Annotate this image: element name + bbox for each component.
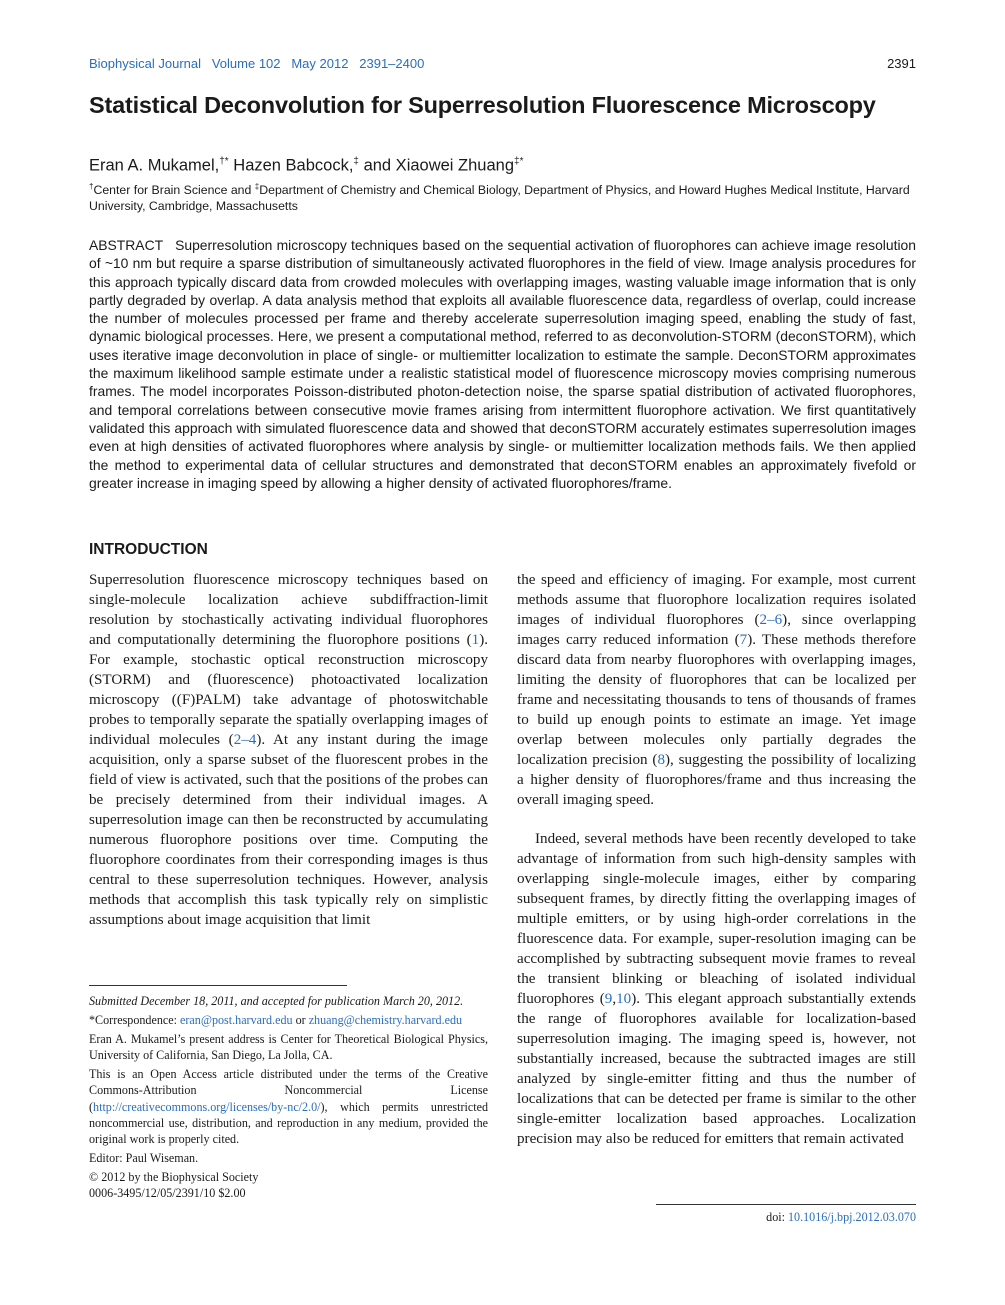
abstract-label: ABSTRACT [89,237,164,253]
reference-link[interactable]: 2–6 [759,612,783,629]
affiliation-text: Department of Chemistry and Chemical Biology, Department of Physics, and Howard Hughes Medical Institute, Harvard University, Cambridge, Massachusetts [89,183,910,214]
license-text: ), which permits unrestricted noncommercial use, distribution, and reproduction in any medium, provided the original work is properly cited. [89,1099,488,1146]
author-name: Hazen Babcock, [228,156,354,175]
doi-line [517,1210,916,1225]
body-text: ). At any instant during the image acquisition, only a sparse subset of the fluorescent probes in the field of view is activated, such that the positions of the probes can be precisely determined from their individual images. A superresolution image can then be reconstructed by accumulating numerous fluorophore positions over time. Computing the fluorophore coordinates from their corresponding images is thus central to these superresolution techniques. However, analysis methods that accomplish this task typically rely on simplistic assumptions about image acquisition that limit [89,732,488,929]
issn-note: 0006-3495/12/05/2391/10 $2.00 [89,1186,246,1201]
editor-note: Editor: Paul Wiseman. [89,1150,199,1165]
footnotes [89,993,488,1201]
author-name: Eran A. Mukamel, [89,156,220,175]
affiliation-text: Center for Brain Science and [93,183,255,198]
abstract-text: Superresolution microscopy techniques based on the sequential activation of fluorophores can achieve image resolution of ~10 nm but require a sparse distribution of simultaneously activated fluorophores in the field of view. Image analysis procedures for this approach typically discard data from crowded molecules with overlapping images, wasting valuable image information that is only partly degraded by overlap. A data analysis method that exploits all available fluorescence data, regardless of overlap, could increase the number of molecules processed per frame and thereby accelerate superresolution imaging speed, enabling the study of fast, dynamic biological processes. Here, we present a computational method, referred to as deconvolution-STORM (deconSTORM), which uses iterative image deconvolution in place of single- or multiemitter localization to estimate the sample. DeconSTORM approximates the maximum likelihood sample estimate under a realistic statistical model of fluorescence microscopy movies comprising numerous frames. The model incorporates Poisson-distributed photon-detection noise, the sparse spatial distribution of activated fluorophores, and temporal correlations between consecutive movie frames arising from intermittent fluorophore activation. We first quantitatively validated this approach with simulated fluorescence data and showed that deconSTORM accurately estimates superresolution images even at high densities of activated fluorophores where analysis by single- or multiemitter localization methods fails. We then applied the method to experimental data of cellular structures and demonstrated that deconSTORM enables an approximately fivefold or greater increase in imaging speed by allowing a higher density of activated fluorophores/frame. [89,237,916,491]
section-heading-introduction: INTRODUCTION [89,541,208,558]
present-address-note: Eran A. Mukamel’s present address is Center for Theoretical Biological Physics, University of California, San Diego, La Jolla, CA. [89,1032,488,1063]
doi-divider [656,1204,916,1205]
correspondence-note [89,1012,488,1028]
copyright-note: © 2012 by the Biophysical Society [89,1169,259,1184]
author-name: and Xiaowei Zhuang [358,156,515,175]
reference-separator: , [612,991,617,1008]
reference-link[interactable]: 2–4 [233,732,257,749]
reference-link[interactable]: 1 [471,632,480,649]
body-text: ), since overlapping images carry reduced information ( [517,612,916,649]
reference-link[interactable]: 7 [739,632,748,649]
reference-link[interactable]: 8 [657,752,665,769]
body-text: ). These methods therefore discard data from nearby fluorophores with overlapping images, limiting the density of fluorophores that can be localized per frame and necessitating thousands to tens of thousands of frames to build up enough points to estimate an image. Yet image overlap between molecules only partially degrades the localization precision ( [517,632,916,769]
affiliation-marker: ‡ [353,156,359,167]
body-text: the speed and efficiency of imaging. For example, most current methods assume that fluorophore localization requires isolated images of individual fluorophores ( [517,572,916,629]
affiliations [89,179,919,214]
body-text: ). For example, stochastic optical reconstruction microscopy (STORM) and (fluorescence) photoactivated localization microscopy ((F)PALM) take advantage of photoswitchable probes to temporally separate the spatially overlapping images of individual molecules ( [89,632,488,749]
reference-link[interactable]: 10 [616,991,632,1008]
body-text: ), suggesting the possibility of localizing a higher density of fluorophores/frame and thus increasing the overall imaging speed. [517,752,916,809]
intro-paragraph-1 [89,570,488,930]
affiliation-marker: ‡ [254,182,260,191]
page-number: 2391 [887,56,916,71]
license-text: This is an Open Access article distributed under the terms of the Creative Commons-Attribution Noncommercial License ( [89,1067,488,1114]
affiliation-marker: † [89,182,94,191]
affiliation-marker: ‡* [514,156,524,167]
affiliation-marker: †* [219,156,229,167]
conjunction: or [292,1013,309,1028]
body-text: ). This elegant approach substantially extends the range of fluorophores available for localization-based superresolution imaging. The imaging speed is, however, not substantially increased, because the subtracted images are still analyzed by single-emitter fitting and thus the number of localizations that can be detected per frame is similar to the other single-emitter localization based approaches. Localization precision may also be reduced for emitters that remain activated [517,991,916,1148]
doi-label: doi: [766,1210,788,1224]
reference-link[interactable]: 9 [604,991,613,1008]
body-text: Superresolution fluorescence microscopy techniques based on single-molecule localization achieve subdiffraction-limit resolution by stochastically activating individual fluorophores and computationally determining the fluorophore positions ( [89,572,488,649]
intro-paragraph-2 [517,829,916,1149]
abstract [89,236,916,492]
email-link[interactable]: eran@post.harvard.edu [180,1013,293,1028]
footnote-divider [89,985,347,986]
submission-note: Submitted December 18, 2011, and accepted for publication March 20, 2012. [89,994,464,1008]
running-head [89,56,916,74]
license-url-link[interactable]: http://creativecommons.org/licenses/by-nc/2.0/ [93,1099,321,1114]
body-text: Indeed, several methods have been recently developed to take advantage of information from such high-density samples with overlapping single-molecule images, either by comparing subsequent frames, by directly fitting the overlapping images of multiple emitters, or by using high-order correlations in the fluorescence data. For example, super-resolution imaging can be accomplished by subtracting subsequent movie frames to reveal the transient blinking or bleaching of isolated individual fluorophores ( [517,831,916,1008]
doi-link[interactable]: 10.1016/j.bpj.2012.03.070 [788,1210,916,1224]
author-list [89,156,523,176]
email-link[interactable]: zhuang@chemistry.harvard.edu [308,1013,463,1028]
journal-citation-link[interactable]: Biophysical Journal Volume 102 May 2012 2391–2400 [89,56,425,71]
correspondence-label: *Correspondence: [89,1013,181,1028]
license-note [89,1066,488,1146]
intro-paragraph-1-continued [517,570,916,810]
article-title: Statistical Deconvolution for Superresolution Fluorescence Microscopy [89,92,876,118]
